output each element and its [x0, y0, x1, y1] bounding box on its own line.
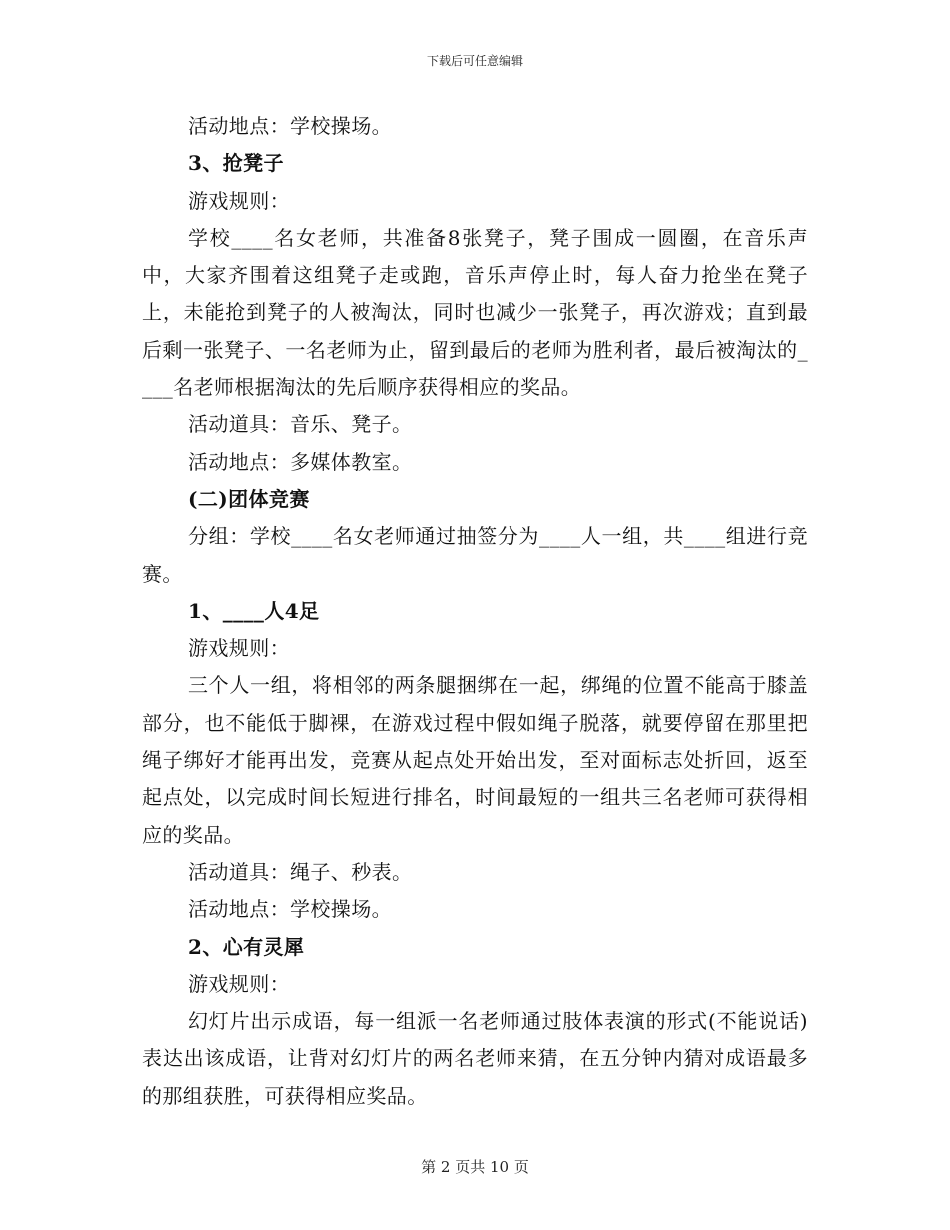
paragraph-venue-playground-2: 活动地点：学校操场。: [188, 897, 392, 922]
heading-team-competition: (二)团体竞赛: [188, 486, 310, 511]
paragraph-grab-stools-rules: 学校____名女老师，共准备8张凳子，凳子围成一圆圈，在音乐声中，大家齐围着这组凳子走或跑，音乐声停止时，每人奋力抢坐在凳子上，未能抢到凳子的人被淘汰，同时也减少一张凳子，再次游戏；直到最后剩一张凳子、一名老师为止，留到最后的老师为胜利者，最后被淘汰的____名老师根据淘汰的先后顺序获得相应的奖品。: [142, 225, 808, 400]
page-footer: 第 2 页共 10 页: [421, 1158, 529, 1176]
label-game-rules-3: 游戏规则：: [188, 971, 290, 996]
heading-telepathy: 2、心有灵犀: [188, 934, 305, 959]
paragraph-legs-race-rules: 三个人一组，将相邻的两条腿捆绑在一起，绑绳的位置不能高于膝盖部分，也不能低于脚裸，在游戏过程中假如绳子脱落，就要停留在那里把绳子绑好才能再出发，竞赛从起点处开始出发，至对面标志处折回，返至起点处，以完成时间长短进行排名，时间最短的一组共三名老师可获得相应的奖品。: [142, 673, 808, 847]
label-game-rules: 游戏规则：: [188, 188, 290, 213]
paragraph-grouping: 分组：学校____名女老师通过抽签分为____人一组，共____组进行竞赛。: [142, 524, 808, 586]
paragraph-telepathy-rules: 幻灯片出示成语，每一组派一名老师通过肢体表演的形式(不能说话)表达出该成语，让背对幻灯片的两名老师来猜，在五分钟内猜对成语最多的那组获胜，可获得相应奖品。: [142, 1009, 808, 1108]
heading-legs-race: 1、____人4足: [188, 598, 320, 623]
page-header: 下载后可任意编辑: [426, 54, 523, 68]
label-game-rules-2: 游戏规则：: [188, 636, 290, 661]
document-body: [142, 108, 808, 1115]
heading-grab-stools: 3、抢凳子: [188, 151, 284, 176]
paragraph-venue-playground: 活动地点：学校操场。: [188, 114, 392, 138]
paragraph-props-music-stools: 活动道具：音乐、凳子。: [188, 412, 413, 437]
paragraph-props-rope-stopwatch: 活动道具：绳子、秒表。: [188, 859, 413, 884]
paragraph-venue-multimedia: 活动地点：多媒体教室。: [188, 449, 413, 474]
